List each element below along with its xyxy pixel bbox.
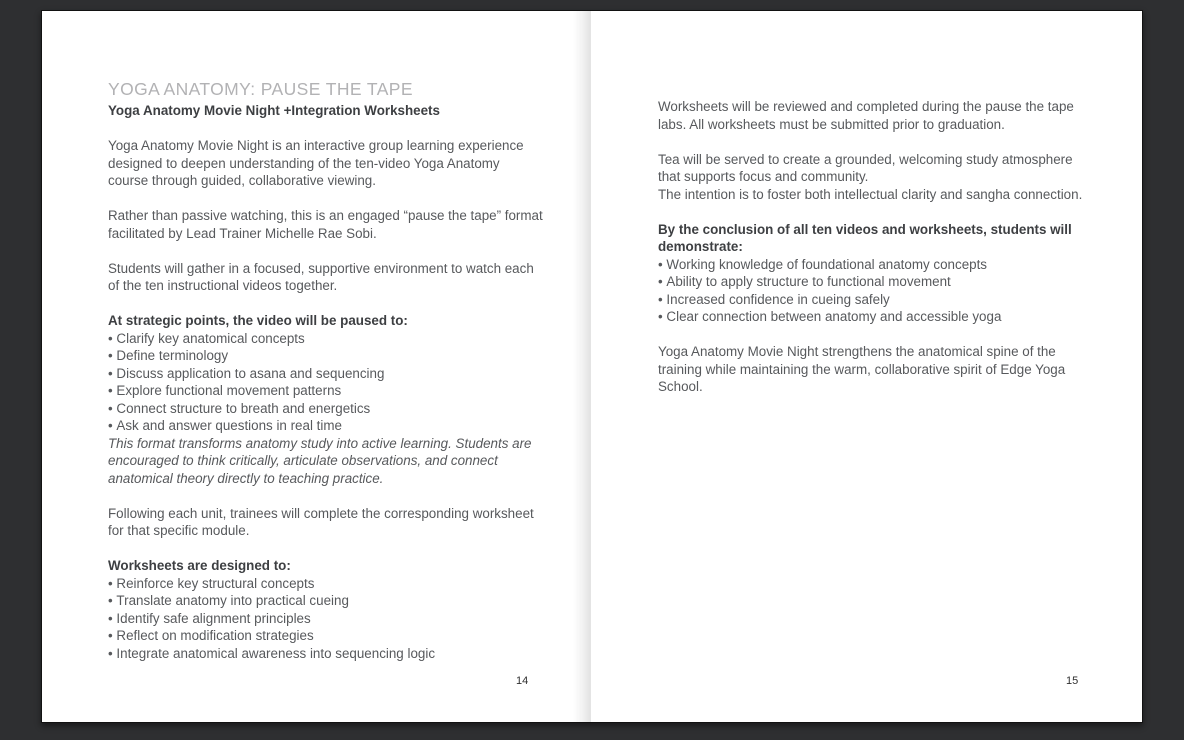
text-line: Following each unit, trainees will complete the corresponding worksheet	[108, 505, 534, 521]
italic-note	[108, 435, 548, 488]
page-title: YOGA ANATOMY: PAUSE THE TAPE	[108, 79, 413, 99]
text-line: encouraged to think critically, articulate observations, and connect	[108, 453, 498, 468]
bullet-item: • Connect structure to breath and energetics	[108, 400, 548, 418]
heading-text: Worksheets are designed to:	[108, 558, 291, 573]
page-right-content	[658, 98, 1098, 396]
text-line: designed to deepen understanding of the ten-video Yoga Anatomy	[108, 155, 500, 171]
text-line: of the ten instructional videos together.	[108, 278, 338, 293]
paragraph-tea	[658, 151, 1098, 204]
text-line: Yoga Anatomy Movie Night strengthens the anatomical spine of the	[658, 344, 1056, 359]
text-line: This format transforms anatomy study into active learning. Students are	[108, 435, 532, 451]
text-line: for that specific module.	[108, 523, 250, 538]
page-number-right: 15	[1066, 675, 1079, 687]
bullet-item: • Discuss application to asana and sequencing	[108, 365, 548, 383]
bullet-list-worksheets-designed	[108, 575, 548, 663]
paragraph-students	[108, 260, 548, 295]
heading-text: demonstrate:	[658, 239, 743, 254]
bullet-item: • Clear connection between anatomy and accessible yoga	[658, 308, 1098, 326]
paragraph-format	[108, 207, 548, 242]
bullet-item: • Identify safe alignment principles	[108, 610, 548, 628]
bullet-item: • Ability to apply structure to functional movement	[658, 273, 1098, 291]
bullet-item: • Integrate anatomical awareness into sequencing logic	[108, 645, 548, 663]
heading-text: At strategic points, the video will be paused to:	[108, 313, 408, 328]
bullet-item: • Clarify key anatomical concepts	[108, 330, 548, 348]
section-heading-worksheets-designed	[108, 557, 548, 575]
page-subtitle: Yoga Anatomy Movie Night +Integration Worksheets	[108, 103, 440, 118]
bullet-item: • Working knowledge of foundational anatomy concepts	[658, 256, 1098, 274]
page-left	[42, 11, 590, 722]
bullet-list-outcomes	[658, 256, 1098, 326]
paragraph-worksheets-reviewed	[658, 98, 1098, 133]
text-line: Yoga Anatomy Movie Night is an interactive group learning experience	[108, 138, 524, 153]
bullet-item: • Reflect on modification strategies	[108, 627, 548, 645]
bullet-list-paused-to	[108, 330, 548, 435]
text-line: labs. All worksheets must be submitted prior to graduation.	[658, 116, 1005, 132]
section-heading-conclusion	[658, 221, 1098, 256]
text-line: anatomical theory directly to teaching practice.	[108, 470, 384, 486]
bullet-item: • Reinforce key structural concepts	[108, 575, 548, 593]
text-line: Rather than passive watching, this is an engaged “pause the tape” format	[108, 208, 543, 223]
text-line: Worksheets will be reviewed and completed during the pause the tape	[658, 99, 1074, 114]
book-spread	[41, 10, 1143, 723]
page-number-left: 14	[516, 675, 529, 687]
text-line: Students will gather in a focused, supportive environment to watch each	[108, 260, 534, 276]
bullet-item: • Increased confidence in cueing safely	[658, 291, 1098, 309]
bullet-item: • Explore functional movement patterns	[108, 382, 548, 400]
heading-text: By the conclusion of all ten videos and worksheets, students will	[658, 221, 1072, 237]
paragraph-closing	[658, 343, 1098, 396]
text-line: that supports focus and community.	[658, 169, 869, 184]
section-heading-paused-to	[108, 312, 548, 330]
bullet-item: • Define terminology	[108, 347, 548, 365]
text-line: training while maintaining the warm, collaborative spirit of Edge Yoga	[658, 361, 1066, 377]
paragraph-intro	[108, 137, 548, 190]
text-line: School.	[658, 379, 703, 394]
page-right	[591, 11, 1143, 722]
text-line: facilitated by Lead Trainer Michelle Rae Sobi.	[108, 225, 377, 241]
text-line: The intention is to foster both intellectual clarity and sangha connection.	[658, 186, 1083, 202]
bullet-item: • Ask and answer questions in real time	[108, 417, 548, 435]
text-line: course through guided, collaborative viewing.	[108, 173, 376, 188]
page-left-content	[108, 79, 548, 662]
text-line: Tea will be served to create a grounded, welcoming study atmosphere	[658, 151, 1073, 167]
paragraph-following-unit	[108, 505, 548, 540]
bullet-item: • Translate anatomy into practical cueing	[108, 592, 548, 610]
